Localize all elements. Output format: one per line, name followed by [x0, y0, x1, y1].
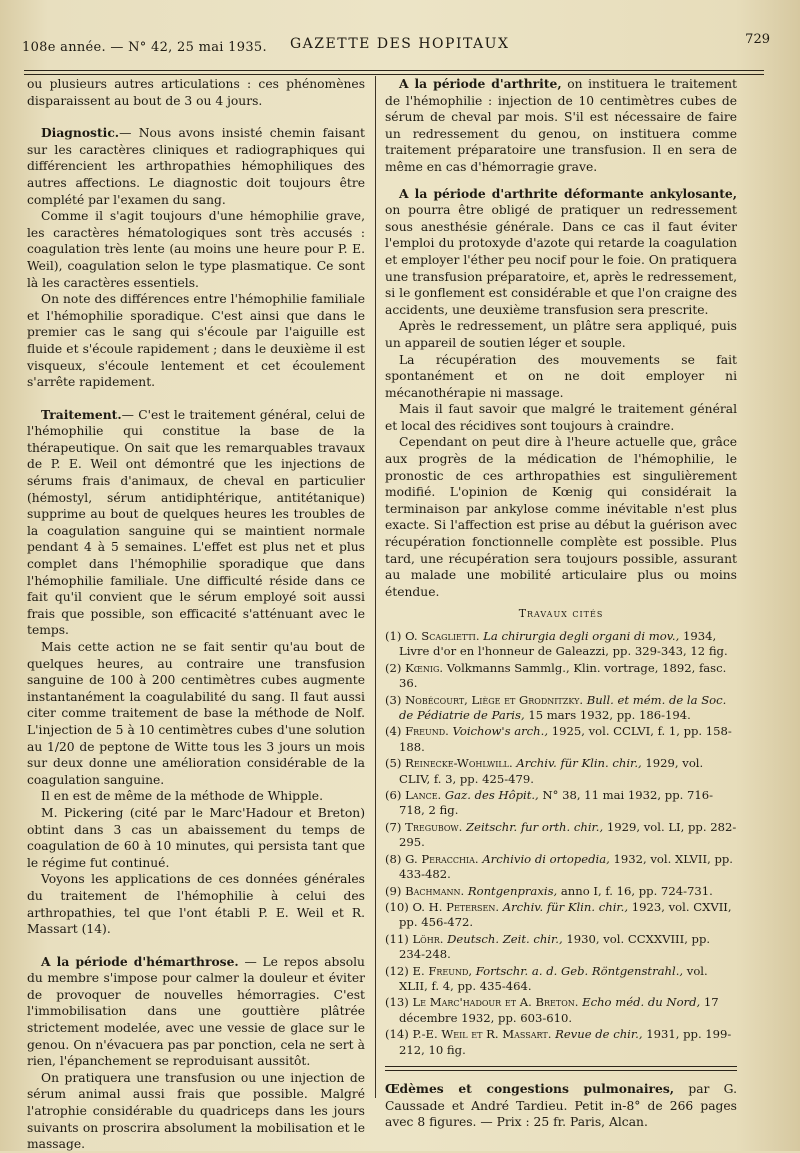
- reference-author: G. Peracchia.: [405, 851, 479, 866]
- reference-author: Le Marc'hadour et A. Breton.: [412, 995, 579, 1010]
- reference-number: (12): [385, 963, 413, 978]
- reference-item: [385, 900, 737, 931]
- reference-number: (13): [385, 995, 413, 1010]
- reference-author: P.-E. Weil et R. Massart.: [412, 1027, 552, 1042]
- reference-title: Zeitschr. fur orth. chir.,: [466, 819, 604, 834]
- reference-author: O. Scaglietti.: [405, 629, 480, 643]
- reference-details: 1929, vol. LI, pp. 282-295.: [399, 819, 737, 850]
- reference-title: Gaz. des Hôpit.,: [444, 788, 539, 803]
- reference-author: Bachmann.: [405, 883, 465, 898]
- reference-item: [385, 995, 737, 1026]
- paragraph: Après le redressement, un plâtre sera appliqué, puis un appareil de soutien léger et souple.: [385, 319, 737, 350]
- reference-number: (1): [385, 629, 406, 643]
- section-traitement: [27, 407, 365, 639]
- section-heading: A la période d'arthrite déformante ankylosante,: [399, 185, 737, 201]
- reference-details: 15 mars 1932, pp. 186-194.: [528, 708, 691, 723]
- reference-title: Archiv. für Klin. chir.,: [516, 756, 642, 771]
- reference-details: 1929, vol. CLIV, f. 3, pp. 425-479.: [399, 756, 704, 786]
- reference-item: [385, 788, 737, 819]
- reference-author: Tregubow.: [405, 819, 463, 834]
- journal-title: GAZETTE DES HOPITAUX: [290, 36, 510, 52]
- paragraph: On pratiquera une transfusion ou une injection de sérum animal aussi frais que possible. Malgré l'atrophie considérable du quadriceps dans les jours suivants on proscrira absolument la mobilisation et le massage.: [27, 1070, 365, 1152]
- reference-number: (14): [385, 1027, 413, 1042]
- paragraph-text: on pourra être obligé de pratiquer un redressement sous anesthésie générale. Dans ce cas il faut éviter l'emploi du protoxyde d'azote qui retarde la coagulation et employer l'éther peu nocif pour le foie. On pratiquera une transfusion préparatoire, et, après le redressement, si le gonflement est considérable et que l'on craigne des accidents, une deuxième transfusion sera prescrite.: [385, 203, 738, 317]
- reference-title: Echo méd. du Nord,: [582, 995, 701, 1010]
- reference-item: [385, 693, 737, 724]
- reference-title: La chirurgia degli organi di mov.,: [483, 629, 680, 643]
- reference-item: [385, 629, 737, 660]
- section-heading: Diagnostic.: [41, 125, 120, 141]
- reference-item: [385, 724, 737, 755]
- reference-author: Reinecke-Wohlwill.: [405, 756, 513, 771]
- reference-details: 17 décembre 1932, pp. 603-610.: [399, 995, 719, 1025]
- issue-info: 108e année. — N° 42, 25 mai 1935.: [22, 40, 267, 55]
- reference-item: [385, 1027, 737, 1058]
- reference-title: Archivio di ortopedia,: [482, 851, 610, 866]
- reference-details: 1931, pp. 199-212, 10 fig.: [399, 1027, 732, 1057]
- reference-number: (7): [385, 819, 406, 834]
- reference-number: (10): [385, 899, 413, 914]
- reference-number: (4): [385, 724, 406, 739]
- header-rule: [24, 70, 764, 71]
- reference-item: [385, 964, 737, 995]
- reference-number: (5): [385, 756, 406, 771]
- reference-item: [385, 852, 737, 883]
- references-list: [385, 629, 737, 1058]
- book-review: [385, 1081, 737, 1131]
- reference-author: O. H. Petersen.: [412, 899, 500, 914]
- paragraph-text: — Le repos absolu du membre s'impose pour calmer la douleur et éviter de provoquer de nouvelles hémorragies. C'est l'immobilisation dans une gouttière plâtrée strictement modelée, avec une vessie de glace sur le genou. On n'évacuera pas par ponction, cela ne sert à rien, l'épanchement se reproduisant aussitôt.: [27, 954, 365, 1069]
- reference-details: N° 38, 11 mai 1932, pp. 716-718, 2 fig.: [399, 788, 714, 818]
- reference-item: [385, 884, 737, 899]
- reference-details: 1925, vol. CCLVI, f. 1, pp. 158-188.: [399, 724, 732, 754]
- reference-number: (11): [385, 931, 413, 946]
- section-heading: A la période d'arthrite,: [399, 76, 562, 91]
- reference-details: 1934, Livre d'or en l'honneur de Galeazzi, pp. 329-343, 12 fig.: [399, 629, 728, 659]
- reference-number: (2): [385, 660, 406, 675]
- paragraph: Voyons les applications de ces données générales du traitement de l'hémophilie à celui des arthropathies, tel que l'ont établi P. E. Weil et R. Massart (14).: [27, 872, 365, 937]
- paragraph: Il en est de même de la méthode de Whipple.: [41, 789, 323, 804]
- reference-title: Revue de chir.,: [555, 1027, 643, 1042]
- paragraph: Comme il s'agit toujours d'une hémophilie grave, les caractères hématologiques sont très accusés : coagulation très lente (au moins une heure pour P. E. Weil), coagulation selon le type plasmatique. Ce sont là les caractères essentiels.: [27, 209, 365, 290]
- section-arthrite-deformante: [385, 186, 737, 319]
- section-rule: [385, 1066, 737, 1067]
- section-rule-thin: [385, 1070, 737, 1071]
- reference-details: anno I, f. 16, pp. 724-731.: [560, 883, 713, 898]
- paragraph: On note des différences entre l'hémophilie familiale et l'hémophilie sporadique. C'est ainsi que dans le premier cas le sang qui s'écoule par l'aiguille est fluide et s'écoule rapidement ; dans le deuxième il est visqueux, s'écoule lentement et cet écoulement s'arrête rapidement.: [27, 292, 365, 390]
- reference-title: Bull. et mém. de la Soc. de Pédiatrie de Paris,: [399, 692, 727, 723]
- reference-title: Fortschr. a. d. Geb. Röntgenstrahl.,: [475, 963, 684, 978]
- paragraph: Mais cette action ne se fait sentir qu'au bout de quelques heures, au contraire une transfusion sanguine de 100 à 200 centimètres cubes augmente instantanément la coagulabilité du sang. Il faut aussi citer comme traitement de base la méthode de Nolf. L'injection de 5 à 10 centimètres cubes d'une solution au 1/20 de peptone de Witte tous les 3 jours un mois sur deux donne une amélioration considérable de la coagulation sanguine.: [27, 640, 365, 787]
- reference-author: Lance.: [405, 788, 442, 803]
- book-review-title: Œdèmes et congestions pulmonaires,: [385, 1080, 675, 1096]
- header-rule-thin: [24, 74, 764, 75]
- reference-number: (6): [385, 788, 406, 803]
- column-separator: [375, 76, 376, 1098]
- reference-item: [385, 661, 737, 692]
- left-column: [27, 76, 365, 1153]
- reference-details: Volkmanns Sammlg., Klin. vortrage, 1892, fasc. 36.: [399, 660, 727, 691]
- page-header: [22, 30, 770, 60]
- paragraph: Cependant on peut dire à l'heure actuelle que, grâce aux progrès de la médication de l'hémophilie, le pronostic de ces arthropathies est singulièrement modifié. L'opinion de Kœnig qui considérait la terminaison par ankylose comme inévitable n'est plus exacte. Si l'affection est prise au début la guérison avec récupération fonctionnelle complète est possible. Plus tard, une récupération sera toujours possible, assurant au malade une mobilité articulaire plus ou moins étendue.: [385, 435, 737, 599]
- section-arthrite: [385, 76, 737, 176]
- reference-number: (3): [385, 692, 406, 707]
- paragraph-text: — C'est le traitement général, celui de l'hémophilie qui constitue la base de la thérapeutique. On sait que les remarquables travaux de P. E. Weil ont démontré que les injections de sérums frais d'animaux, de cheval en particulier (hémostyl, sérum antidiphtérique, antitétanique) supprime au bout de quelques heures les troubles de la coagulation sanguine qui se maintient normale pendant 4 à 5 semaines. L'effet est plus net et plus complet dans l'hémophilie sporadique que dans l'hémophilie familiale. Une difficulté réside dans ce fait qu'il convient que le sérum employé soit aussi frais que possible, son efficacité s'atténuant avec le temps.: [27, 407, 365, 638]
- section-heading: A la période d'hémarthrose.: [41, 953, 239, 969]
- page-number: 729: [745, 32, 770, 47]
- paragraph-text: on instituera le traitement de l'hémophilie : injection de 10 centimètres cubes de sérum de cheval par mois. S'il est nécessaire de faire un redressement du genou, on instituera comme traitement préparatoire une transfusion. Il en sera de même en cas d'hémorragie grave.: [385, 77, 737, 174]
- references-heading: Travaux cités: [518, 607, 604, 621]
- paragraph: La récupération des mouvements se fait spontanément et on ne doit employer ni mécanothérapie ni massage.: [385, 352, 737, 400]
- reference-author: Freund.: [405, 724, 449, 739]
- reference-item: [385, 932, 737, 963]
- reference-item: [385, 820, 737, 851]
- reference-author: Nobécourt, Liège et Grodnitzky.: [405, 692, 584, 707]
- reference-author: Kœnig.: [405, 660, 444, 675]
- reference-details: 1930, vol. CCXXVIII, pp. 234-248.: [399, 931, 711, 962]
- reference-number: (8): [385, 851, 406, 866]
- reference-title: Rontgenpraxis,: [467, 883, 558, 898]
- paragraph: Mais il faut savoir que malgré le traitement général et local des récidives sont toujours à craindre.: [385, 402, 737, 433]
- reference-author: Löhr.: [412, 931, 444, 946]
- paragraph-text: — Nous avons insisté chemin faisant sur les caractères cliniques et radiographiques qui différencient les arthropathies hémophiliques des autres affections. Le diagnostic doit toujours être complété par l'examen du sang.: [27, 126, 365, 207]
- reference-author: E. Freund,: [412, 963, 473, 978]
- section-diagnostic: [27, 125, 365, 208]
- right-column: [385, 76, 737, 1131]
- reference-details: vol. XLII, f. 4, pp. 435-464.: [399, 963, 708, 993]
- reference-details: 1923, vol. CXVII, pp. 456-472.: [399, 899, 732, 930]
- reference-title: Voichow's arch.,: [452, 724, 549, 739]
- paragraph: M. Pickering (cité par le Marc'Hadour et Breton) obtint dans 3 cas un abaissement du temps de coagulation de 60 à 10 minutes, qui persista tant que le régime fut continué.: [27, 805, 365, 870]
- book-review-text: par G. Caussade et André Tardieu. Petit in-8° de 266 pages avec 8 figures. — Prix : 25 fr. Paris, Alcan.: [385, 1081, 737, 1130]
- paragraph: ou plusieurs autres articulations : ces phénomènes disparaissent au bout de 3 ou 4 jours.: [27, 77, 365, 108]
- reference-details: 1932, vol. XLVII, pp. 433-482.: [399, 851, 733, 882]
- reference-title: Deutsch. Zeit. chir.,: [447, 931, 563, 946]
- reference-number: (9): [385, 883, 406, 898]
- section-heading: Traitement.: [41, 406, 122, 422]
- reference-title: Archiv. für Klin. chir.,: [502, 899, 629, 914]
- section-hemarthrose: [27, 954, 365, 1070]
- reference-item: [385, 756, 737, 787]
